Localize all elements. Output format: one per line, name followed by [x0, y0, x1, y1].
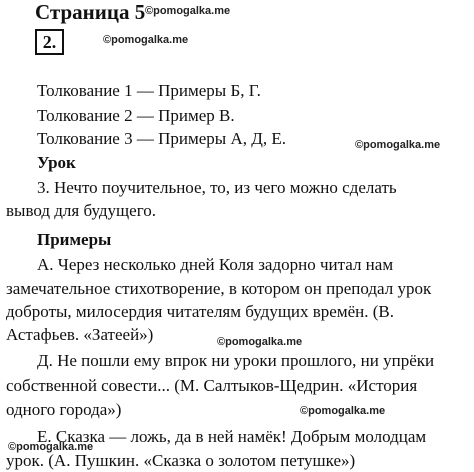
- word-heading: Урок: [37, 153, 76, 172]
- page-title: Страница 5: [35, 0, 146, 24]
- task-number: 2.: [35, 29, 64, 55]
- example-line: доброты, милосердия читателям будущих времён. (В.: [6, 302, 394, 321]
- interpretation-line: Толкование 1 — Примеры Б, Г.: [37, 81, 261, 100]
- watermark: ©pomogalka.me: [145, 5, 231, 17]
- example-line: собственной совести... (М. Салтыков-Щедрин. «История: [6, 376, 418, 395]
- example-line: замечательное стихотворение, в котором он преподал урок: [6, 279, 432, 298]
- example-line: урок. (А. Пушкин. «Сказка о золотом петушке»): [6, 451, 356, 470]
- example-line: Астафьев. «Затеей»): [6, 325, 154, 344]
- interpretation-line: Толкование 2 — Пример В.: [37, 106, 235, 125]
- examples-heading: Примеры: [37, 230, 112, 249]
- example-line: Е. Сказка — ложь, да в ней намёк! Добрым молодцам: [37, 427, 427, 446]
- example-line: А. Через несколько дней Коля задорно читал нам: [37, 255, 394, 274]
- example-line: одного города»): [6, 400, 122, 419]
- interpretation-line: Толкование 3 — Примеры А, Д, Е.: [37, 129, 286, 148]
- example-line: Д. Не пошли ему впрок ни уроки прошлого, ни упрёки: [37, 351, 435, 370]
- watermark: ©pomogalka.me: [8, 441, 94, 453]
- watermark: ©pomogalka.me: [300, 405, 386, 417]
- definition-line: 3. Нечто поучительное, то, из чего можно сделать: [37, 178, 397, 197]
- watermark: ©pomogalka.me: [103, 34, 189, 46]
- watermark: ©pomogalka.me: [217, 336, 303, 348]
- watermark: ©pomogalka.me: [355, 139, 441, 151]
- definition-line: вывод для будущего.: [6, 201, 156, 220]
